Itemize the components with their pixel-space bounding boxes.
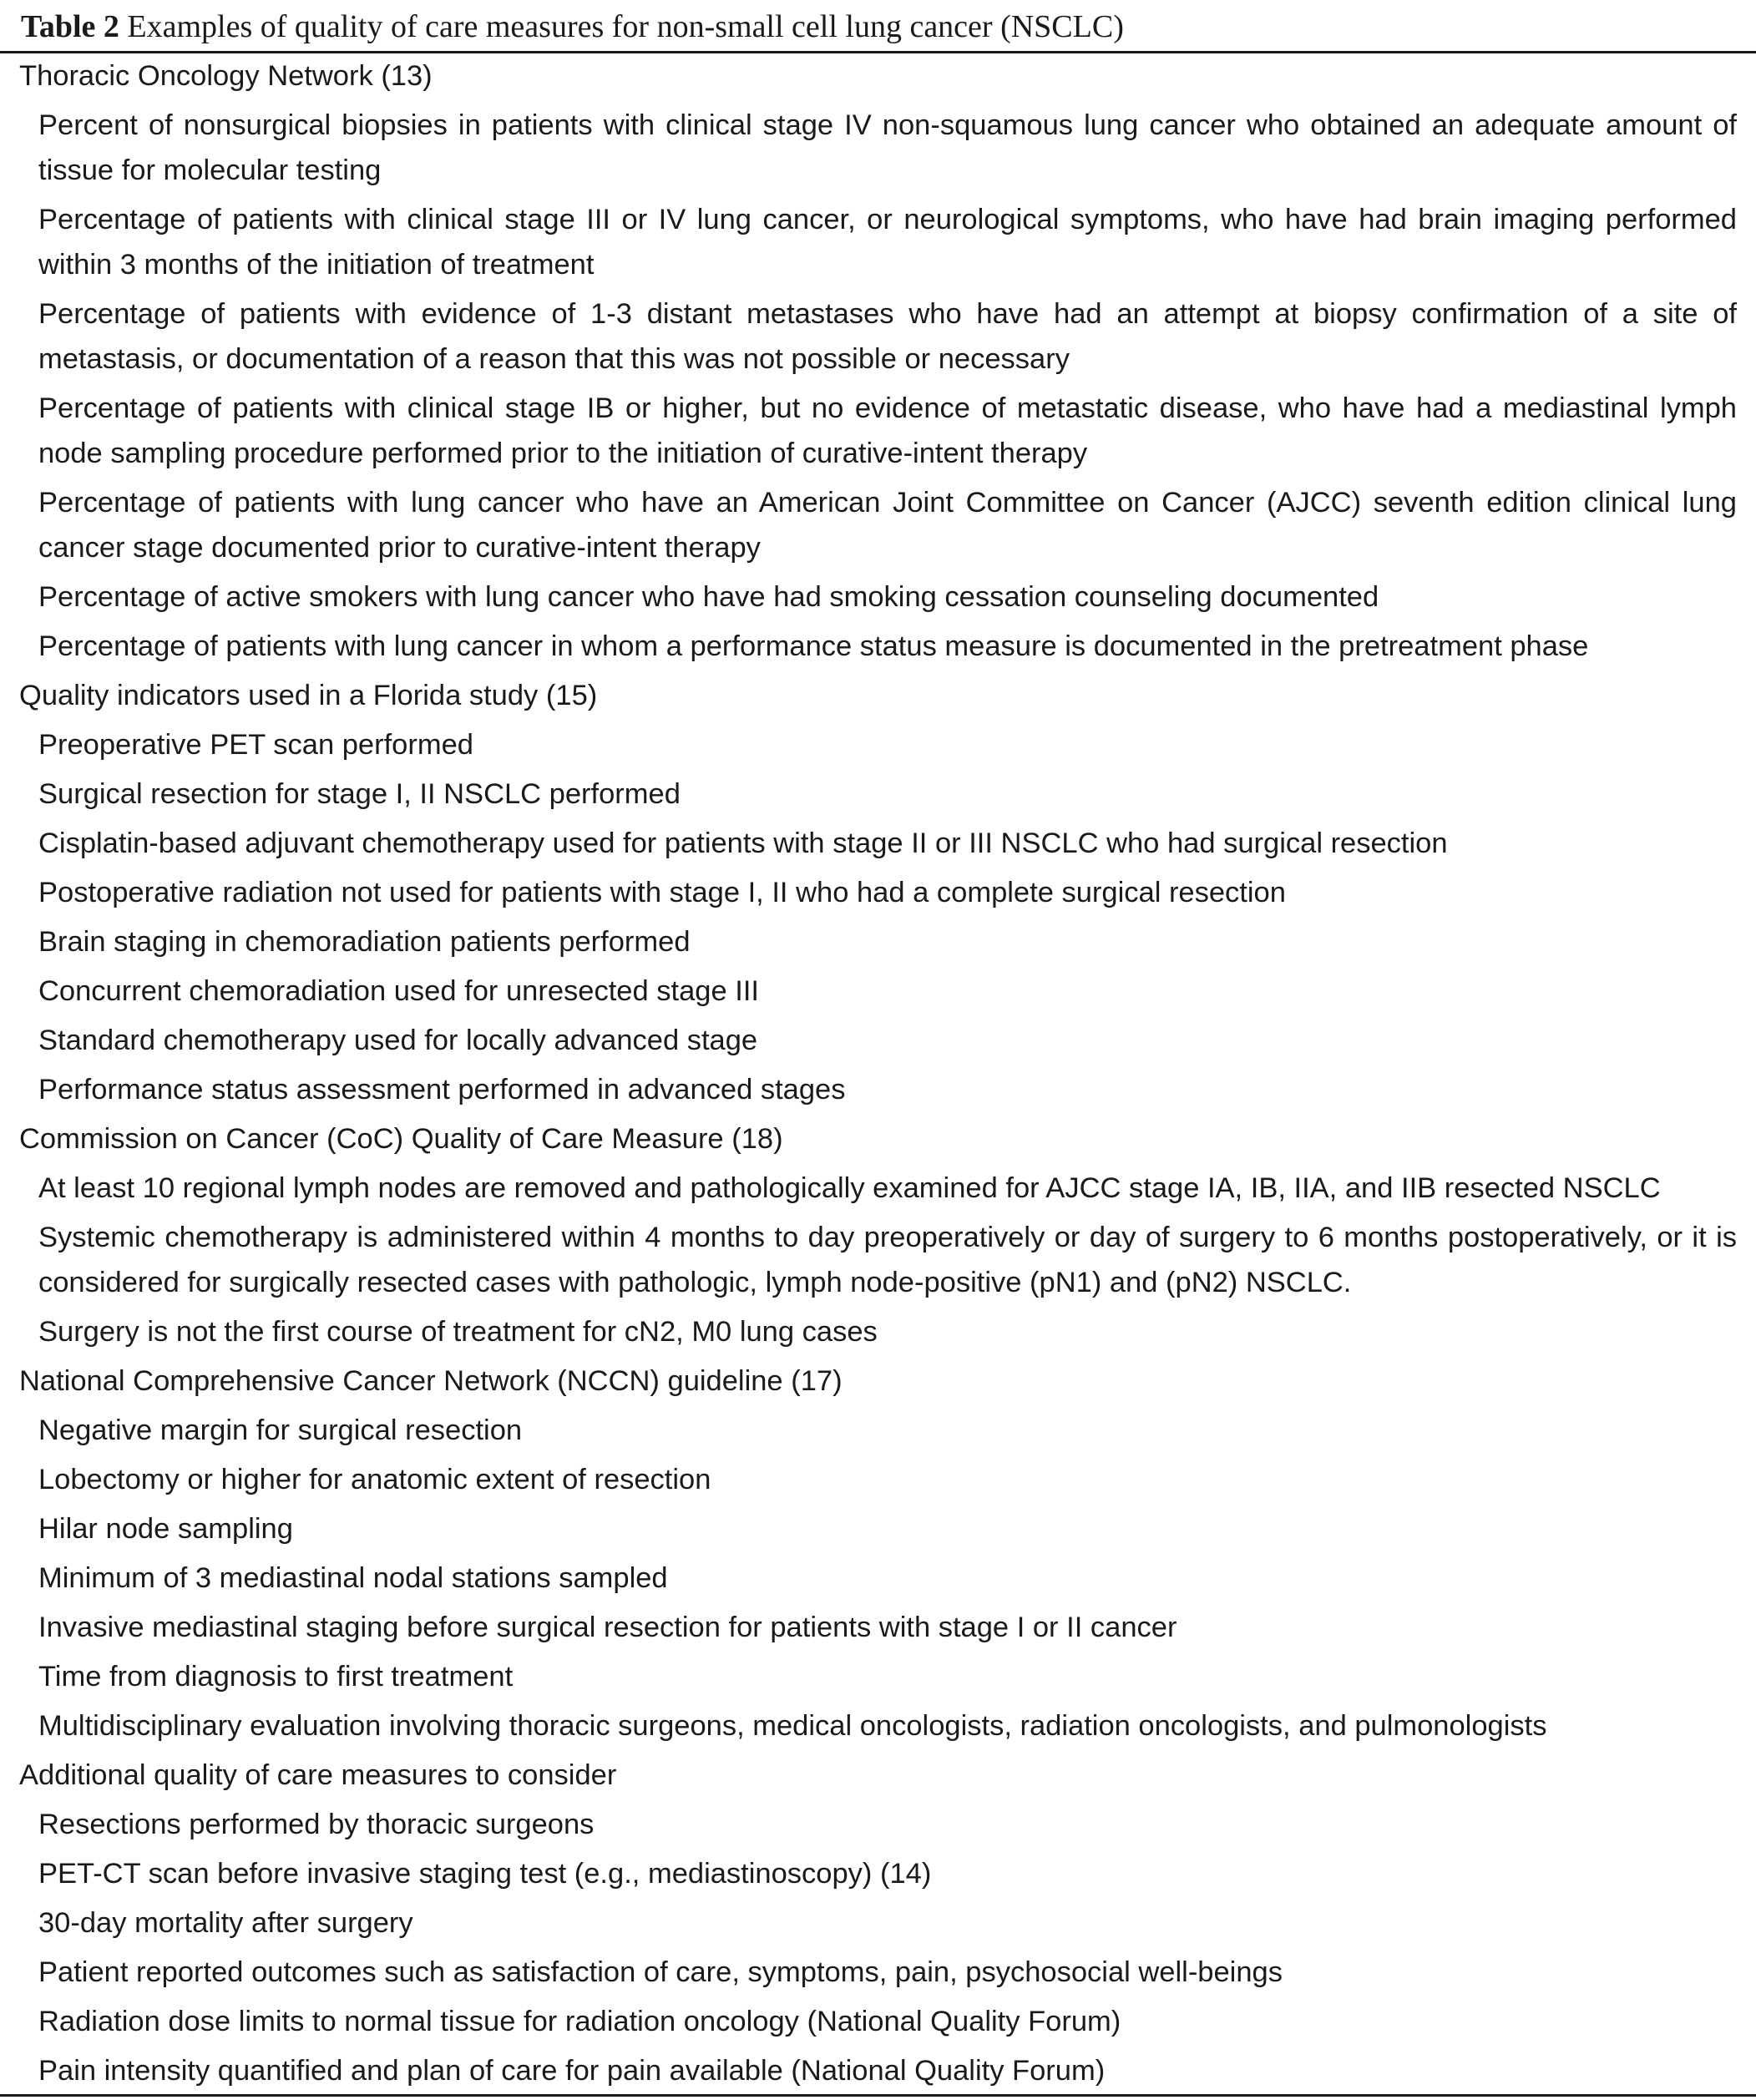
measure-item: Lobectomy or higher for anatomic extent of resection	[38, 1464, 711, 1495]
measure-item: PET-CT scan before invasive staging test (e.g., mediastinoscopy) (14)	[38, 1858, 932, 1890]
table-caption-label: Table 2	[21, 9, 119, 44]
table-caption	[21, 5, 1124, 48]
section-title: Quality indicators used in a Florida study (15)	[19, 680, 598, 711]
measure-item: Percentage of active smokers with lung cancer who have had smoking cessation counseling documented	[38, 581, 1379, 613]
measure-item: Pain intensity quantified and plan of care for pain available (National Quality Forum)	[38, 2055, 1106, 2087]
bottom-rule	[0, 2094, 1756, 2097]
measure-item: Preoperative PET scan performed	[38, 729, 473, 761]
measure-item: Resections performed by thoracic surgeons	[38, 1809, 595, 1840]
measure-item: Percentage of patients with clinical stage III or IV lung cancer, or neurological symptoms, who have had brain imaging performed within 3 months of the initiation of treatment	[38, 204, 1737, 281]
section-title: Commission on Cancer (CoC) Quality of Care Measure (18)	[19, 1123, 783, 1155]
measure-item: Hilar node sampling	[38, 1513, 293, 1545]
measure-item: Percentage of patients with lung cancer who have an American Joint Committee on Cancer (AJCC) seventh edition clinical lung cancer stage documented prior to curative-intent therapy	[38, 487, 1737, 564]
measure-item: 30-day mortality after surgery	[38, 1907, 413, 1939]
measure-item: Postoperative radiation not used for patients with stage I, II who had a complete surgical resection	[38, 877, 1286, 908]
measure-item: At least 10 regional lymph nodes are removed and pathologically examined for AJCC stage IA, IB, IIA, and IIB resected NSCLC	[38, 1172, 1661, 1204]
measure-item: Multidisciplinary evaluation involving thoracic surgeons, medical oncologists, radiation oncologists, and pulmonologists	[38, 1710, 1547, 1742]
measure-item: Percentage of patients with lung cancer in whom a performance status measure is documented in the pretreatment phase	[38, 630, 1589, 662]
table-caption-text: Examples of quality of care measures for non-small cell lung cancer (NSCLC)	[127, 9, 1124, 44]
measure-item: Percentage of patients with clinical stage IB or higher, but no evidence of metastatic disease, who have had a mediastinal lymph node sampling procedure performed prior to the initiation of curative-intent therapy	[38, 392, 1737, 469]
measure-item: Systemic chemotherapy is administered within 4 months to day preoperatively or day of surgery to 6 months postoperatively, or it is considered for surgically resected cases with pathologic, lymph node-positive (pN1) and (pN2) NSCLC.	[38, 1222, 1737, 1298]
measure-item: Concurrent chemoradiation used for unresected stage III	[38, 975, 759, 1007]
measure-item: Time from diagnosis to first treatment	[38, 1661, 514, 1693]
measure-item: Negative margin for surgical resection	[38, 1414, 523, 1446]
measure-item: Patient reported outcomes such as satisfaction of care, symptoms, pain, psychosocial well-beings	[38, 1956, 1283, 1988]
measure-item: Surgery is not the first course of treatment for cN2, M0 lung cases	[38, 1316, 878, 1348]
measure-item: Brain staging in chemoradiation patients performed	[38, 926, 691, 958]
section-title: Additional quality of care measures to consider	[19, 1759, 617, 1791]
measure-item: Invasive mediastinal staging before surgical resection for patients with stage I or II cancer	[38, 1612, 1177, 1643]
measure-item: Minimum of 3 mediastinal nodal stations sampled	[38, 1562, 668, 1594]
measure-item: Performance status assessment performed in advanced stages	[38, 1074, 846, 1106]
measure-item: Surgical resection for stage I, II NSCLC performed	[38, 778, 681, 810]
measure-item: Percentage of patients with evidence of 1-3 distant metastases who have had an attempt at biopsy confirmation of a site of metastasis, or documentation of a reason that this was not possible or necessary	[38, 298, 1737, 375]
measure-item: Percent of nonsurgical biopsies in patients with clinical stage IV non-squamous lung cancer who obtained an adequate amount of tissue for molecular testing	[38, 109, 1737, 186]
measure-item: Cisplatin-based adjuvant chemotherapy used for patients with stage II or III NSCLC who had surgical resection	[38, 827, 1448, 859]
section-title: Thoracic Oncology Network (13)	[19, 60, 433, 92]
measure-item: Radiation dose limits to normal tissue for radiation oncology (National Quality Forum)	[38, 2006, 1121, 2037]
measure-item: Standard chemotherapy used for locally advanced stage	[38, 1025, 758, 1056]
section-title: National Comprehensive Cancer Network (NCCN) guideline (17)	[19, 1365, 843, 1397]
